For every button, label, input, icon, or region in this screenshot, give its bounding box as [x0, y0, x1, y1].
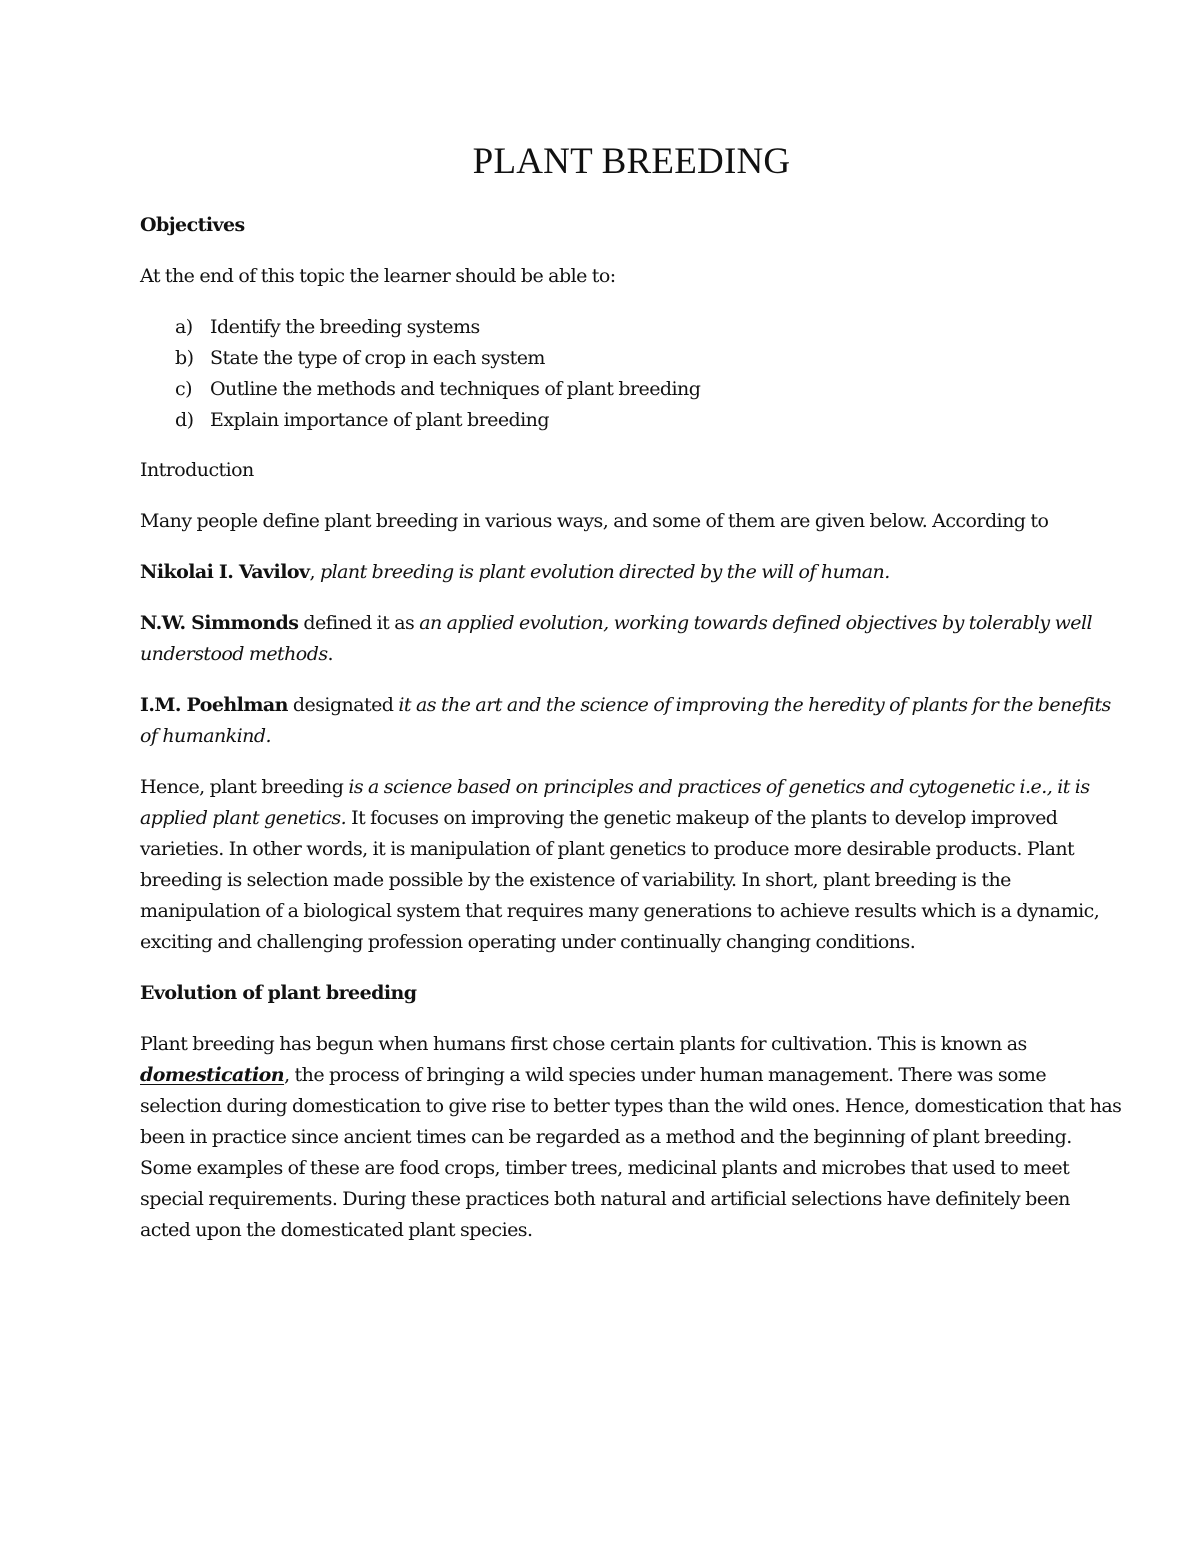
introduction-heading: Introduction	[140, 459, 254, 481]
definition-text: plant breeding is plant evolution directed by the will of human.	[319, 561, 890, 583]
definition-connector: ,	[309, 561, 320, 583]
list-marker: a)	[175, 316, 193, 338]
hence-italic: is a science based on principles and practices of genetics and cytogenetic i.e., it is applied plant genetics.	[140, 776, 1090, 829]
author-name: N.W. Simmonds	[140, 612, 299, 634]
hence-rest: It focuses on improving the genetic makeup of the plants to develop improved varieties. In other words, it is manipulation of plant genetics to produce more desirable products. Plant breeding is selection made possible by the existence of variability. In short, plant breeding is the manipulation of a biological system that requires many generations to achieve results which is a dynamic, exciting and challenging profession operating under continually changing conditions.	[140, 807, 1100, 953]
list-item	[140, 374, 1125, 405]
list-item	[140, 405, 1125, 436]
author-name: I.M. Poehlman	[140, 694, 288, 716]
objectives-heading: Objectives	[140, 214, 245, 236]
list-item-text: Outline the methods and techniques of plant breeding	[210, 378, 701, 400]
evolution-rest: , the process of bringing a wild species under human management. There was some selection during domestication to give rise to better types than the wild ones. Hence, domestication that has been in practice since ancient times can be regarded as a method and the beginning of plant breeding. Some examples of these are food crops, timber trees, medicinal plants and microbes that used to meet special requirements. During these practices both natural and artificial selections have definitely been acted upon the domesticated plant species.	[140, 1064, 1122, 1241]
definition-text: an applied evolution, working towards defined objectives by tolerably well understood methods	[140, 612, 1093, 665]
list-marker: d)	[175, 409, 194, 431]
evolution-heading: Evolution of plant breeding	[140, 982, 417, 1004]
objectives-intro: At the end of this topic the learner should be able to:	[140, 265, 616, 287]
list-item-text: Explain importance of plant breeding	[210, 409, 549, 431]
evolution-paragraph	[140, 1029, 1125, 1246]
definition-connector: defined it as	[298, 612, 420, 634]
definition-end: .	[327, 643, 334, 665]
list-marker: b)	[175, 347, 194, 369]
domestication-term: domestication	[140, 1064, 285, 1086]
list-item-text: Identify the breeding systems	[210, 316, 480, 338]
definition-connector: designated	[287, 694, 399, 716]
definition-vavilov	[140, 557, 1125, 588]
list-item	[140, 312, 1125, 343]
author-name: Nikolai I. Vavilov	[140, 561, 310, 583]
definition-text: it as the art and the science of improving the heredity of plants for the benefits of humankind.	[140, 694, 1111, 747]
list-marker: c)	[175, 378, 192, 400]
list-item	[140, 343, 1125, 374]
evolution-lead: Plant breeding has begun when humans first chose certain plants for cultivation. This is known as	[140, 1033, 1027, 1055]
hence-paragraph	[140, 772, 1125, 958]
hence-lead: Hence, plant breeding	[140, 776, 349, 798]
document-body	[140, 210, 1125, 1266]
list-item-text: State the type of crop in each system	[210, 347, 545, 369]
definition-simmonds	[140, 608, 1125, 670]
page-title: PLANT BREEDING	[472, 141, 791, 182]
objectives-list	[140, 312, 1125, 436]
definition-poehlman	[140, 690, 1125, 752]
intro-paragraph: Many people define plant breeding in various ways, and some of them are given below. According to	[140, 510, 1049, 532]
